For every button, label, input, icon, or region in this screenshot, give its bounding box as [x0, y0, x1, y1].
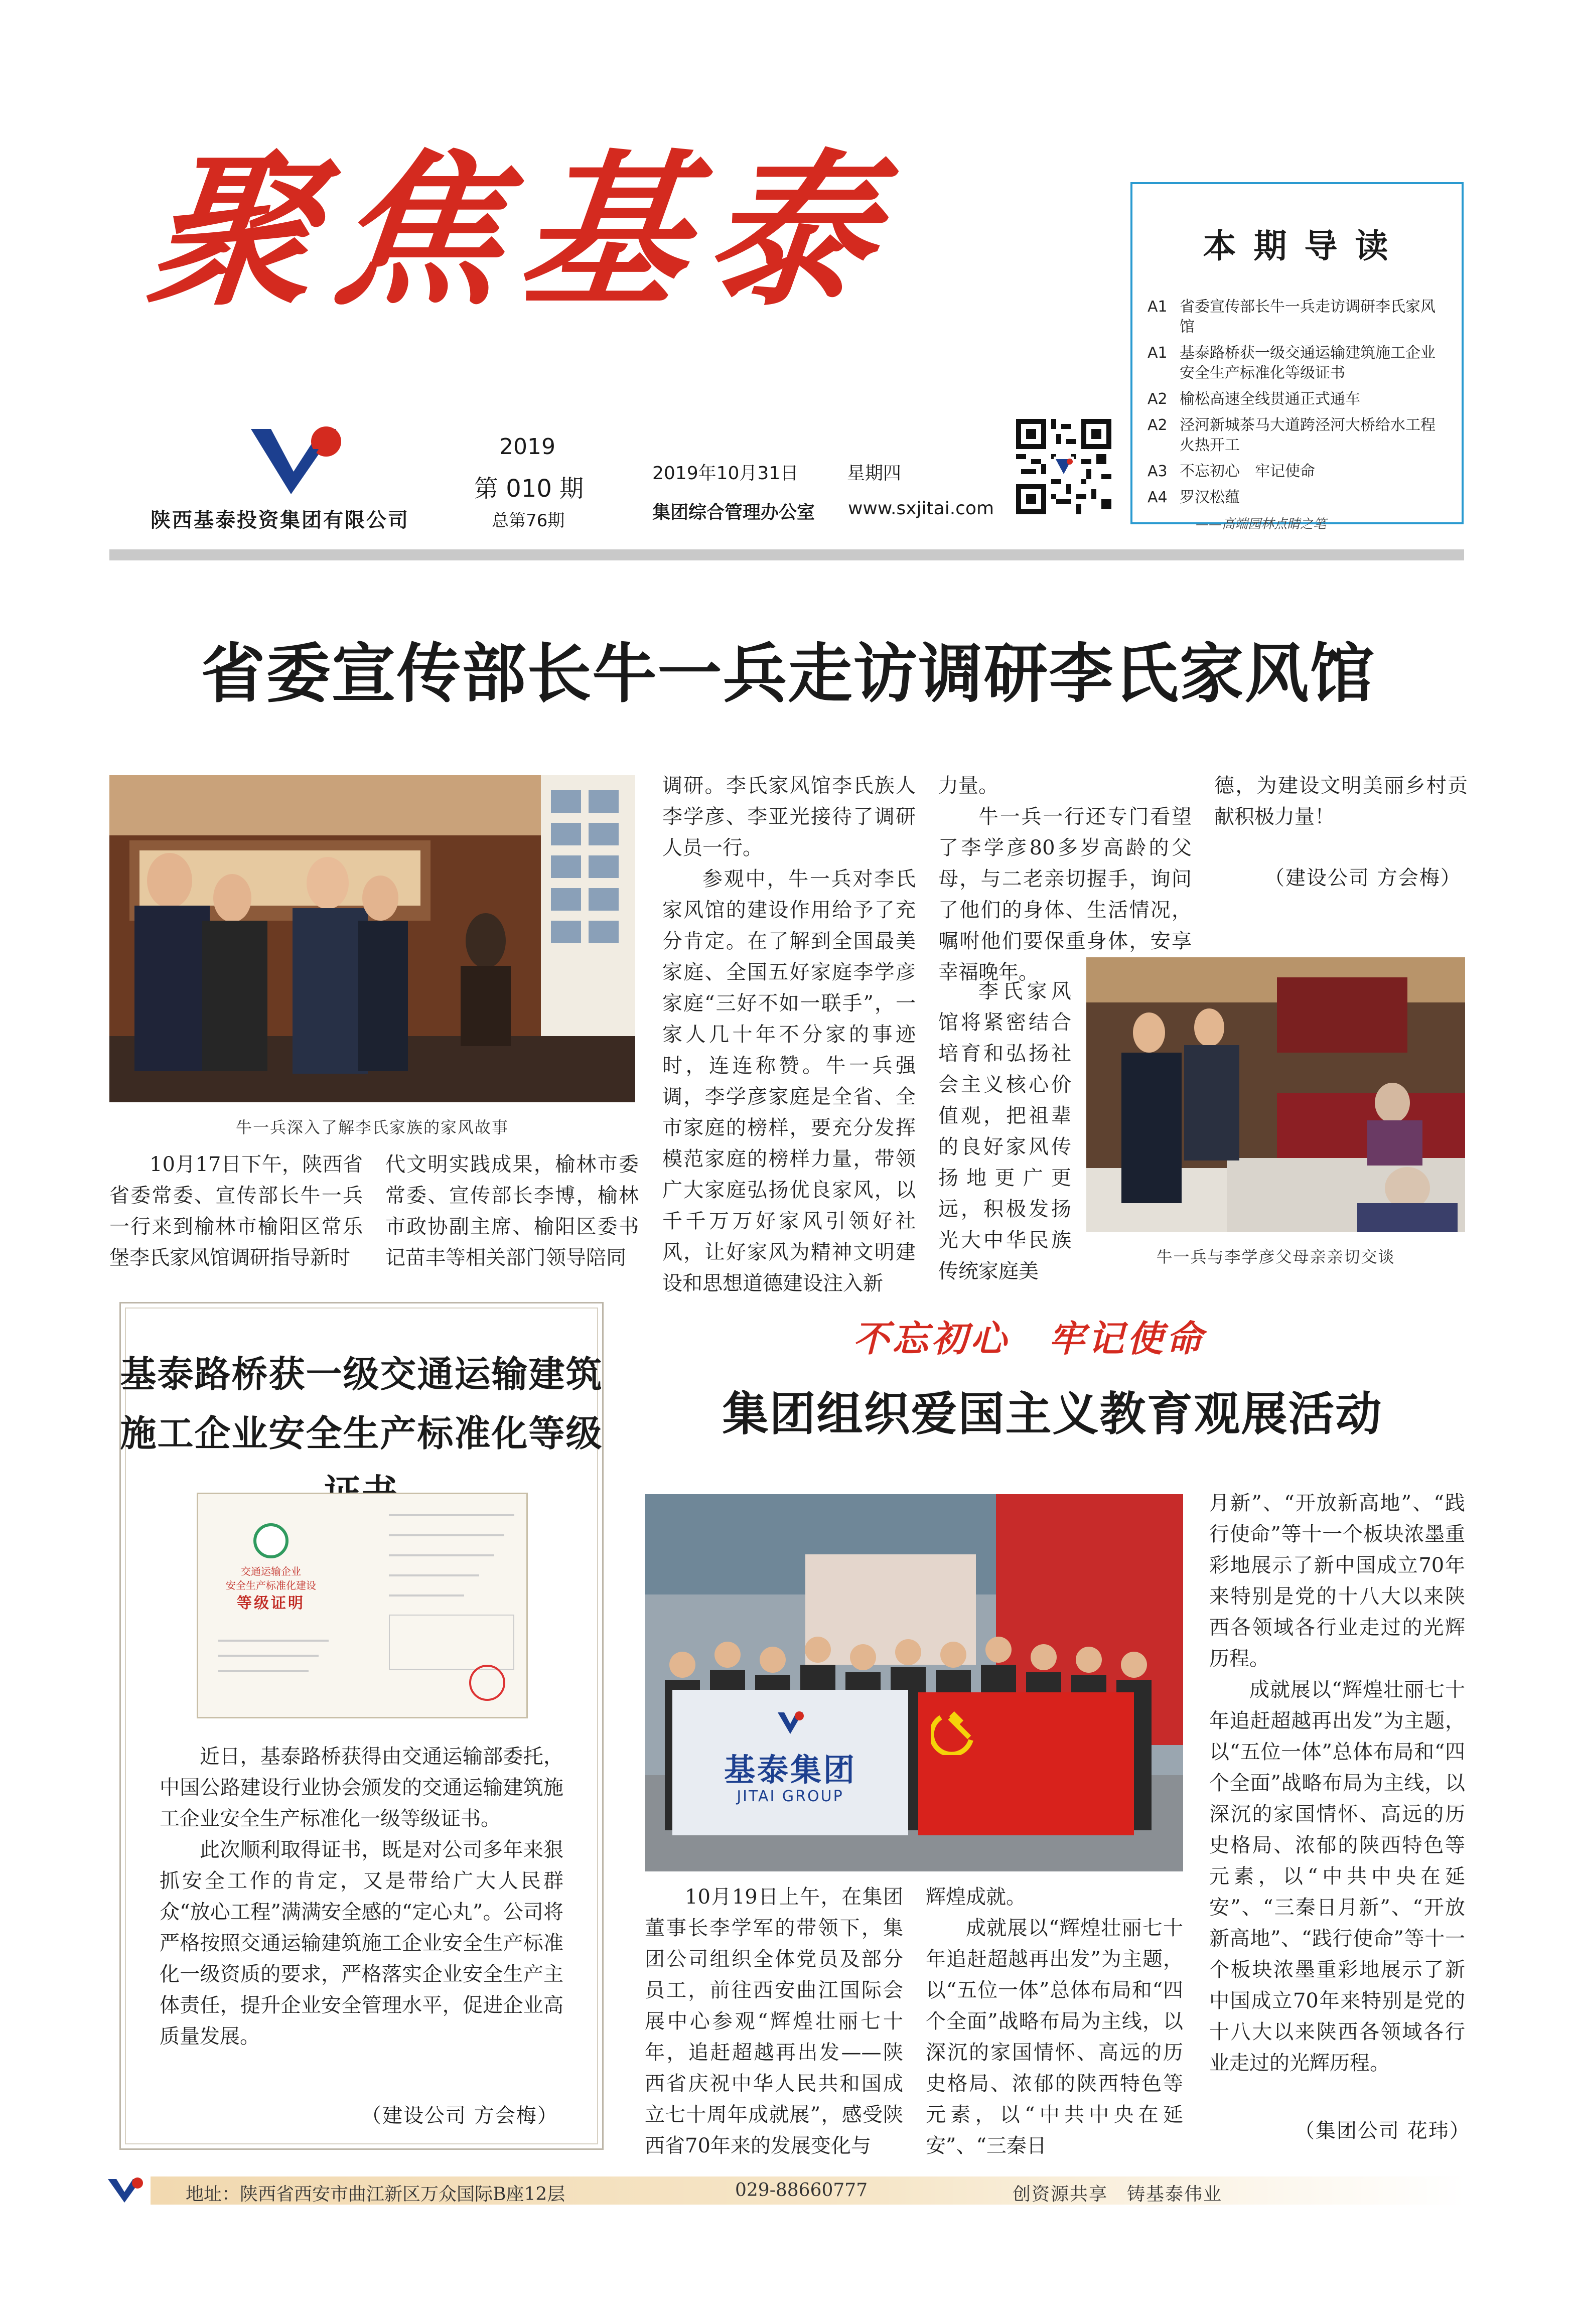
toc-item[interactable]: A4 罗汉松蕴	[1148, 489, 1240, 506]
certificate-title: 交通运输企业 安全生产标准化建设 等级证明	[226, 1565, 316, 1612]
issue-date: 2019年10月31日	[652, 463, 799, 484]
masthead-title: 聚焦基泰	[140, 133, 904, 328]
qr-code	[1016, 419, 1111, 514]
toc-subnote: ——高端园林点睛之笔	[1196, 517, 1327, 532]
article3-colB: 辉煌成就。 成就展以“辉煌壮丽七十年追赶超越再出发”为主题，以“五位一体”总体布局和“四个全面”战略布局为主线，以深沉的家国情怀、高远的历史格局、浓郁的陕西特色等元素，以“中共中央在延安”、“三秦日	[926, 1885, 1183, 2157]
article3-colA: 10月19日上午，在集团董事长李学军的带领下，集团公司组织全体党员及部分员工，前往西安曲江国际会展中心参观“辉煌壮丽七十年，追赶超越再出发——陕西省庆祝中华人民共和国成立七十周年成就展”，感受陕西省70年来的发展变化与	[645, 1885, 903, 2157]
article1-col1: 10月17日下午，陕西省省委常委、宣传部长牛一兵一行来到榆林市榆阳区常乐堡李氏家风馆调研指导新时	[109, 1153, 363, 1269]
toc-item[interactable]: A2 泾河新城茶马大道跨泾河大桥给水工程火热开工	[1148, 416, 1436, 454]
certificate-image	[197, 1493, 528, 1718]
toc-title: 本 期 导 读	[1203, 227, 1391, 265]
article3-kicker: 不忘初心 牢记使命	[853, 1317, 1206, 1360]
issue-number: 第 010 期	[474, 475, 584, 503]
photo-elderly-parents-visit	[1086, 957, 1465, 1232]
footer-slogan: 创资源共享 铸基泰伟业	[1013, 2184, 1223, 2205]
footer-logo	[105, 2175, 146, 2205]
issue-total: 总第76期	[492, 511, 565, 531]
photo-exhibition-group	[645, 1494, 1183, 1871]
table-of-contents	[1130, 182, 1464, 532]
website-link[interactable]: www.sxjitai.com	[848, 498, 994, 519]
issuing-office: 集团综合管理办公室	[652, 502, 815, 523]
footer-phone: 029-88660777	[735, 2180, 868, 2201]
company-name: 陕西基泰投资集团有限公司	[151, 509, 409, 532]
article3-headline: 集团组织爱国主义教育观展活动	[722, 1387, 1383, 1441]
header-divider	[109, 549, 1464, 560]
issue-weekday: 星期四	[847, 463, 902, 484]
article1-col2: 代文明实践成果，榆林市委常委、宣传部长李博，榆林市政协副主席、榆阳区委书记苗丰等相关部门领导陪同	[385, 1153, 639, 1269]
article1-col3: 调研。李氏家风馆李氏族人李学彦、李亚光接待了调研人员一行。 参观中，牛一兵对李氏家风馆的建设作用给予了充分肯定。在了解到全国最美家庭、全国五好家庭李学彦家庭“三好不如一联手”，一家人几十年不分家的事迹时，连连称赞。牛一兵强调，李学彦家庭是全省、全市家庭的榜样，要充分发挥模范家庭的榜样力量，带领广大家庭弘扬优良家风，以千千万万好家风引领好社风，让好家风为精神文明建设和思想道德建设注入新	[662, 774, 916, 1295]
certificate-emblem	[253, 1523, 289, 1558]
company-logo	[236, 419, 351, 504]
article2-byline: （建设公司 方会梅）	[361, 2104, 558, 2127]
toc-list	[1148, 297, 1447, 532]
party-flag	[918, 1692, 1134, 1835]
toc-item[interactable]: A2 榆松高速全线贯通正式通车	[1148, 390, 1360, 408]
article1-col5: 德，为建设文明美丽乡村贡献积极力量！	[1214, 774, 1468, 828]
flag-logo-icon	[775, 1710, 805, 1735]
article3-colC: 月新”、“开放新高地”、“践行使命”等十一个板块浓墨重彩地展示了新中国成立70年来特别是党的十八大以来陕西各领域各行业走过的光辉历程。 成就展以“辉煌壮丽七十年追赶超越再出发”为主题，以“五位一体”总体布局和“四个全面”战略布局为主线，以深沉的家国情怀、高远的历史格局、浓郁的陕西特色等元素，以“中共中央在延安”、“三秦日月新”、“开放新高地”、“践行使命”等十一个板块浓墨重彩地展示了新中国成立70年来特别是党的十八大以来陕西各领域各行业走过的光辉历程。	[1209, 1492, 1465, 2075]
footer-address: 地址：陕西省西安市曲江新区万众国际B座12层	[186, 2184, 565, 2205]
article1-byline: （建设公司 方会梅）	[1264, 866, 1462, 890]
article2-headline: 基泰路桥获一级交通运输建筑 施工企业安全生产标准化等级	[120, 1353, 603, 1455]
jitai-group-flag: 基泰集团 JITAI GROUP	[672, 1690, 908, 1835]
certificate-seal	[469, 1665, 505, 1701]
toc-item[interactable]: A1 省委宣传部长牛一兵走访调研李氏家风馆	[1148, 298, 1436, 336]
article1-headline: 省委宣传部长牛一兵走访调研李氏家风馆	[201, 636, 1375, 711]
hammer-sickle-icon	[931, 1705, 981, 1755]
article1-col4-lower: 李氏家风馆将紧密结合培育和弘扬社会主义核心价值观，把祖辈的良好家风传扬地更广更远，积极发扬光大中华民族传统家庭美	[938, 980, 1071, 1283]
issue-year: 2019	[499, 434, 555, 460]
article3-byline: （集团公司 花玮）	[1295, 2119, 1471, 2142]
photo-caption: 牛一兵深入了解李氏家族的家风故事	[235, 1118, 509, 1137]
article2-body: 近日，基泰路桥获得由交通运输部委托，中国公路建设行业协会颁发的交通运输建筑施工企业安全生产标准化一级等级证书。 此次顺利取得证书，既是对公司多年来狠抓安全工作的肯定，又是带给广大人民群众“放心工程”满满安全感的“定心丸”。公司将严格按照交通运输建筑施工企业安全生产标准化一级资质的要求，严格落实企业安全生产主体责任，提升企业安全管理水平，促进企业高质量发展。	[160, 1745, 563, 2048]
photo-family-museum-visit	[109, 775, 635, 1102]
toc-item[interactable]: A3 不忘初心 牢记使命	[1148, 463, 1315, 480]
photo-caption: 牛一兵与李学彦父母亲亲切交谈	[1156, 1247, 1395, 1266]
article1-col4: 力量。 牛一兵一行还专门看望了李学彦80多岁高龄的父母，与二老亲切握手，询问了他们的身体、生活情况，嘱咐他们要保重身体，安享幸福晚年。	[938, 774, 1192, 984]
toc-item[interactable]: A1 基泰路桥获一级交通运输建筑施工企业安全生产标准化等级证书	[1148, 344, 1436, 382]
